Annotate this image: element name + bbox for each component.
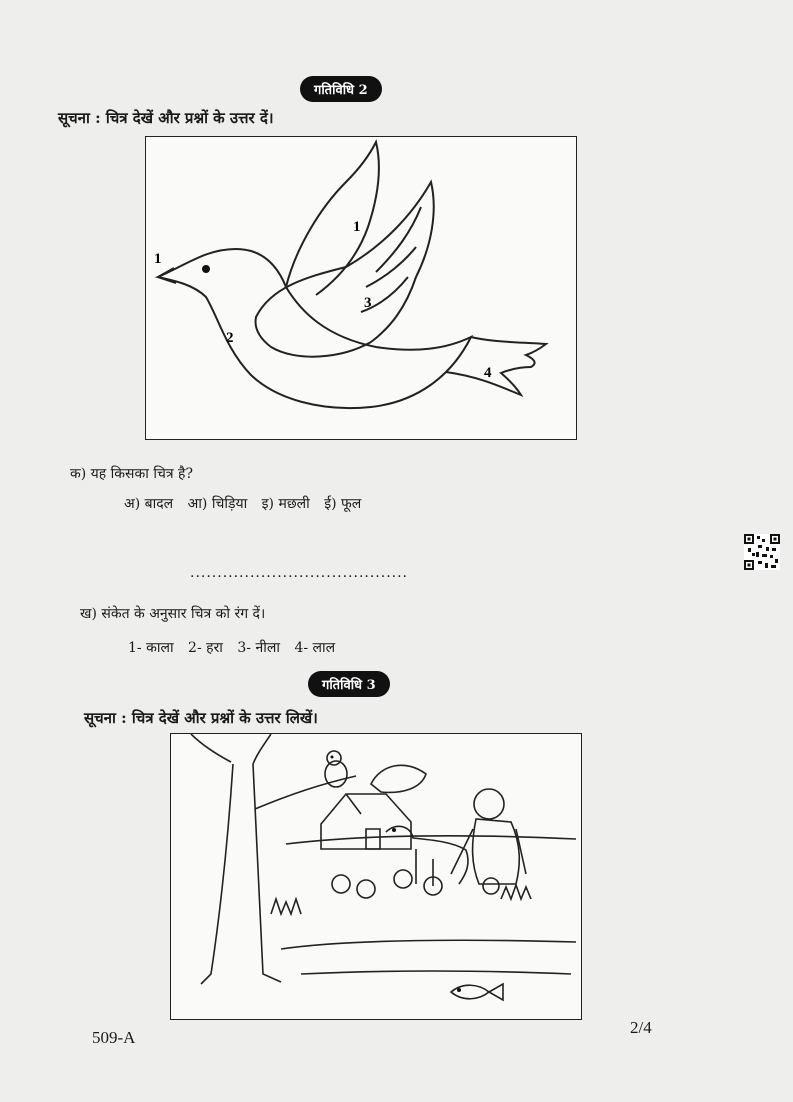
color-key-4: 4- लाल (294, 640, 336, 656)
pond-edge (281, 940, 576, 974)
color-key-2: 2- हरा (188, 640, 223, 656)
option-d[interactable]: ई) फूल (324, 496, 362, 512)
tree-branch (255, 776, 356, 809)
label-back-wing: 1 (353, 219, 361, 235)
page-number: 2/4 (630, 1018, 652, 1037)
qr-code (744, 534, 780, 570)
scene-drawing (171, 734, 581, 1019)
paper-code: 509-A (92, 1028, 136, 1047)
girl-body (473, 819, 520, 884)
option-b[interactable]: आ) चिड़िया (187, 496, 248, 512)
question-a: क) यह किसका चित्र है? (70, 466, 193, 482)
question-b: ख) संकेत के अनुसार चित्र को रंग दें। (80, 606, 266, 622)
color-key (128, 638, 345, 657)
activity-2-badge: गतिविधि 2 (300, 76, 382, 102)
grass (271, 885, 531, 914)
bird-back-wing (286, 142, 379, 295)
label-tail: 4 (484, 365, 492, 381)
tree-trunk (201, 764, 281, 984)
color-key-1: 1- काला (128, 640, 174, 656)
option-a[interactable]: अ) बादल (124, 496, 174, 512)
option-c[interactable]: इ) मछली (261, 496, 310, 512)
flower (332, 875, 350, 893)
answer-blank[interactable]: ........................................ (190, 565, 409, 581)
flower (483, 878, 499, 894)
activity-3-badge: गतिविधि 3 (308, 671, 390, 697)
label-beak: 1 (154, 251, 162, 267)
label-front-wing: 3 (364, 295, 372, 311)
bird-tail (446, 337, 546, 395)
fish (451, 984, 503, 1000)
label-body: 2 (226, 330, 234, 346)
activity-2-instruction: सूचना : चित्र देखें और प्रश्नों के उत्तर दें। (58, 109, 274, 127)
activity-3-instruction: सूचना : चित्र देखें और प्रश्नों के उत्तर लिखें। (84, 709, 318, 727)
bird-picture-frame (145, 136, 577, 440)
bird-drawing (146, 137, 576, 439)
house-door (366, 829, 380, 849)
bird-eye (202, 265, 210, 273)
bush (371, 765, 426, 792)
girl-head (474, 789, 504, 819)
flower (394, 870, 412, 888)
flower (357, 880, 375, 898)
tree-top-branches (191, 734, 271, 764)
color-key-3: 3- नीला (237, 640, 280, 656)
scene-picture-frame (170, 733, 582, 1020)
question-a-options (124, 494, 371, 513)
